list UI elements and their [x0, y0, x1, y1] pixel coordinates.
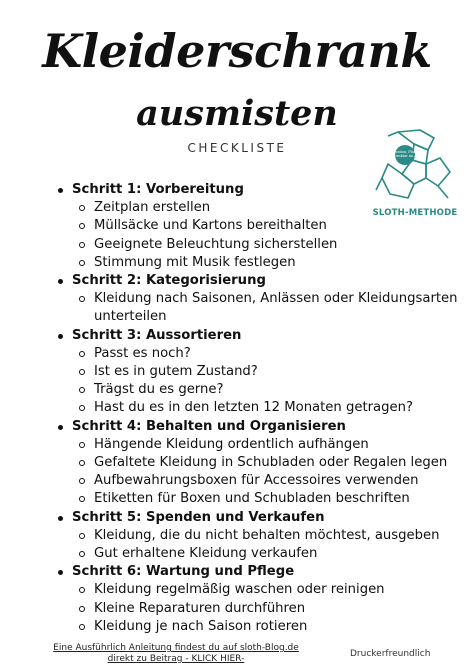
- list-item: Hängende Kleidung ordentlich aufhängen: [52, 436, 462, 454]
- logo-brand-text: SLOTH-METHODE: [372, 208, 458, 218]
- list-item: Kleidung regelmäßig waschen oder reinigen: [52, 581, 462, 599]
- page-title: Kleiderschrank: [42, 24, 432, 78]
- blog-link[interactable]: [36, 643, 316, 665]
- list-item: Zeitplan erstellen: [52, 199, 462, 217]
- list-item: Stimmung mit Musik festlegen: [52, 254, 462, 272]
- checklist: [52, 181, 462, 636]
- printer-friendly-note: Druckerfreundlich: [350, 649, 431, 659]
- blog-link-line1[interactable]: Eine Ausführlich Anleitung findest du auf sloth-Blog.de: [53, 643, 299, 653]
- list-item: Hast du es in den letzten 12 Monaten getragen?: [52, 399, 462, 417]
- list-item: Müllsäcke und Kartons bereithalten: [52, 217, 462, 235]
- list-item: Gut erhaltene Kleidung verkaufen: [52, 545, 462, 563]
- svg-text:Motivation, Planung: Motivation, Planung: [387, 150, 423, 154]
- list-item: Etiketten für Boxen und Schubladen beschriften: [52, 490, 462, 508]
- list-item-continued: unterteilen: [94, 309, 167, 325]
- step-3-title: Schritt 3: Aussortieren: [52, 327, 462, 345]
- list-item: Geeignete Beleuchtung sicherstellen: [52, 236, 462, 254]
- list-item: Kleidung, die du nicht behalten möchtest, ausgeben: [52, 527, 462, 545]
- list-item: Kleidung nach Saisonen, Anlässen oder Kleidungsarten: [52, 290, 462, 308]
- list-item: Kleine Reparaturen durchführen: [52, 600, 462, 618]
- list-item: Aufbewahrungsboxen für Accessoires verwenden: [52, 472, 462, 490]
- step-2-title: Schritt 2: Kategorisierung: [52, 272, 462, 290]
- svg-text:und Struktur im Alltag: und Struktur im Alltag: [385, 154, 425, 158]
- step-4-title: Schritt 4: Behalten und Organisieren: [52, 418, 462, 436]
- list-item: Passt es noch?: [52, 345, 462, 363]
- list-item: Kleidung je nach Saison rotieren: [52, 618, 462, 636]
- list-item: Ist es in gutem Zustand?: [52, 363, 462, 381]
- checklist-label: CHECKLISTE: [187, 141, 287, 155]
- list-item: Gefaltete Kleidung in Schubladen oder Regalen legen: [52, 454, 462, 472]
- step-6-title: Schritt 6: Wartung und Pflege: [52, 563, 462, 581]
- blog-link-line2[interactable]: direkt zu Beitrag - KLICK HIER-: [107, 654, 245, 664]
- page-subtitle: ausmisten: [136, 93, 338, 134]
- step-5-title: Schritt 5: Spenden und Verkaufen: [52, 509, 462, 527]
- step-1-title: Schritt 1: Vorbereitung: [52, 181, 462, 199]
- list-item: Trägst du es gerne?: [52, 381, 462, 399]
